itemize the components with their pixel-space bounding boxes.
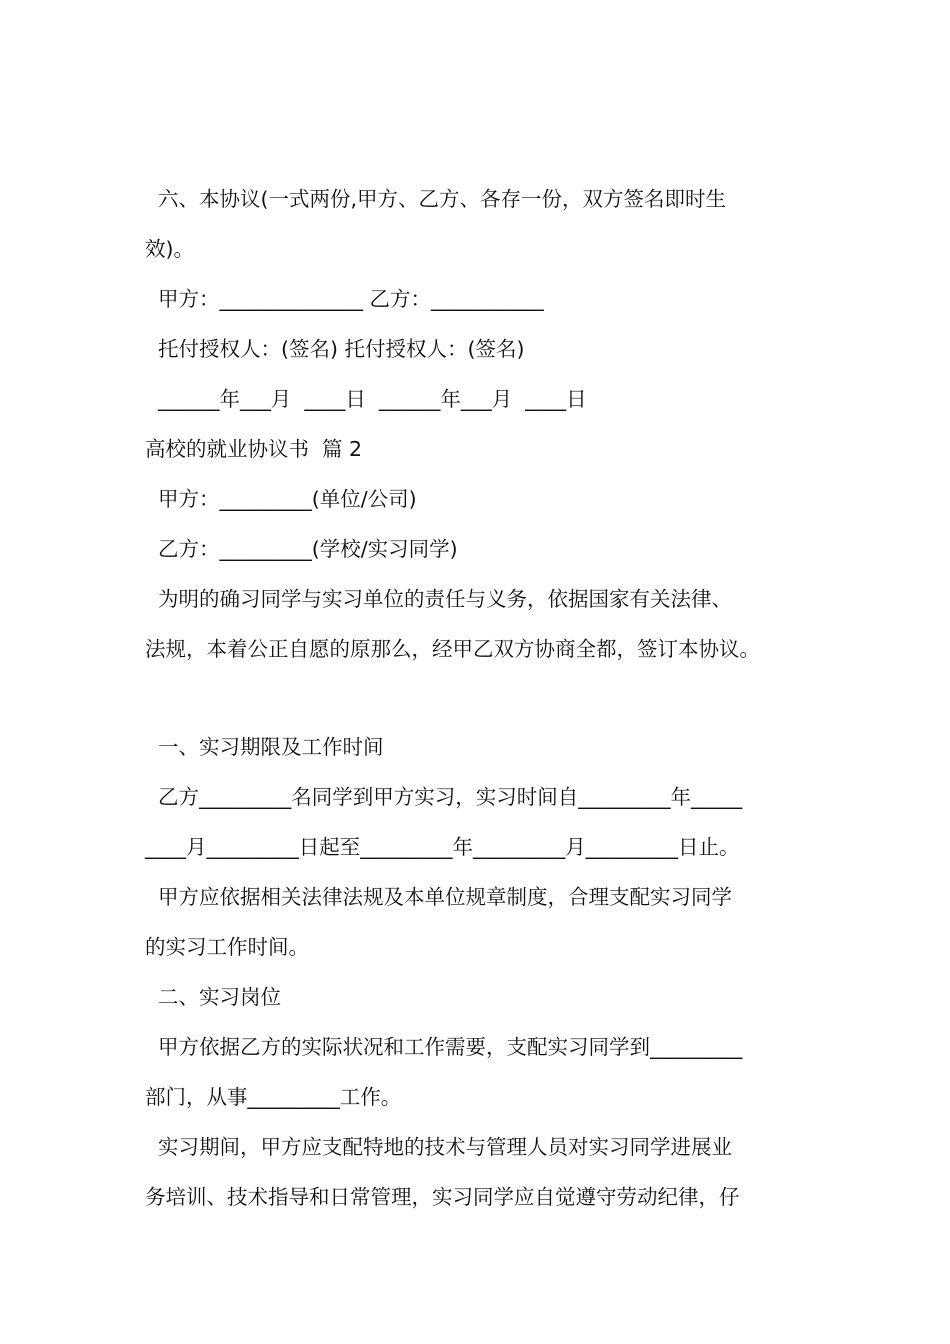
clause-1-line-2: ____月_________日起至_________年_________月_________日止。 bbox=[145, 835, 740, 859]
preamble-line-1: 为明的确习同学与实习单位的责任与义务，依据国家有关法律、 bbox=[145, 587, 733, 611]
clause-2-line-3: 实习期间，甲方应支配特地的技术与管理人员对实习同学进展业 bbox=[145, 1135, 733, 1159]
clause-2-line-2: 部门，从事_________工作。 bbox=[145, 1085, 402, 1109]
party-a-line: 甲方：_________(单位/公司) bbox=[145, 487, 417, 511]
clause-6-line-2: 效)。 bbox=[145, 237, 194, 261]
clause-1-line-3: 甲方应依据相关法律法规及本单位规章制度，合理支配实习同学 bbox=[145, 885, 733, 909]
clause-1-line-4: 的实习工作时间。 bbox=[145, 935, 309, 959]
party-signature-line: 甲方：______________ 乙方：___________ bbox=[145, 287, 544, 311]
authorized-signatory-line: 托付授权人：(签名) 托付授权人：(签名) bbox=[145, 337, 525, 361]
section-title: 高校的就业协议书 篇 2 bbox=[145, 437, 363, 461]
preamble-line-2: 法规，本着公正自愿的原那么，经甲乙双方协商全都，签订本协议。 bbox=[145, 637, 760, 661]
clause-2-line-4: 务培训、技术指导和日常管理，实习同学应自觉遵守劳动纪律，仔 bbox=[145, 1185, 740, 1209]
date-line: ______年___月 ____日 ______年___月 ____日 bbox=[145, 387, 587, 411]
clause-2-line-1: 甲方依据乙方的实际状况和工作需要，支配实习同学到_________ bbox=[145, 1035, 743, 1059]
clause-2-heading: 二、实习岗位 bbox=[145, 985, 282, 1009]
clause-1-line-1: 乙方_________名同学到甲方实习，实习时间自_________年_____ bbox=[145, 785, 743, 809]
clause-1-heading: 一、实习期限及工作时间 bbox=[145, 735, 384, 759]
party-b-line: 乙方：_________(学校/实习同学) bbox=[145, 537, 458, 561]
clause-6-line-1: 六、本协议(一式两份,甲方、乙方、各存一份，双方签名即时生 bbox=[145, 187, 727, 211]
